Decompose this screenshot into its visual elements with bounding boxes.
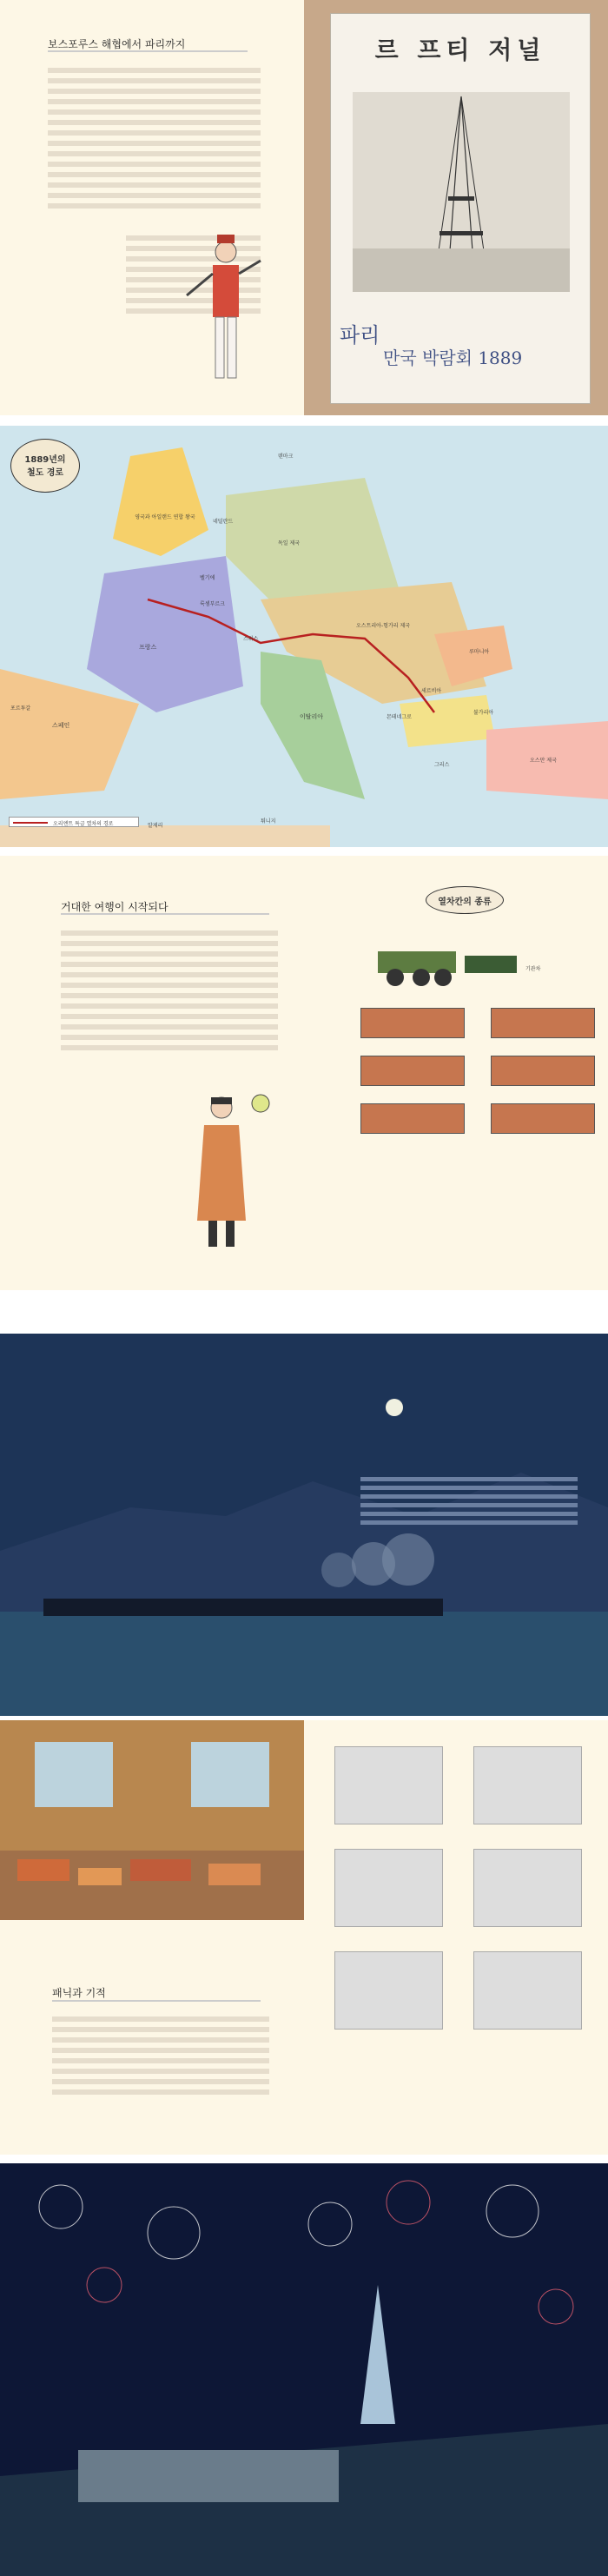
body-text [61,925,278,1056]
car-mail [491,1056,595,1086]
region-label-france: 프랑스 [139,644,157,651]
region-label-bulgaria: 불가리아 [473,710,494,716]
car-sleeper [491,1008,595,1038]
region-label-ottoman: 오스만 제국 [530,758,557,764]
region-label-belgium: 벨기에 [200,575,215,581]
story-text [360,1473,578,1529]
car-extra [491,1103,595,1134]
train-cars-grid [360,1008,595,1134]
heading-rule [61,913,269,915]
region-label-austria-hungary: 오스트리아-헝가리 제국 [356,623,411,629]
book-spread-5 [0,1720,608,2155]
book-spread-3 [0,856,608,1290]
region-label-romania: 루마니아 [469,649,490,655]
sketch-grid [334,1746,582,2030]
car-baggage [360,1056,465,1086]
map-title-badge [10,439,80,493]
section-heading-panic: 패닉과 기적 [52,1987,106,1999]
region-label-serbia: 세르비아 [421,688,442,694]
europe-map [0,426,608,847]
region-label-denmark: 덴마크 [278,454,294,460]
section-heading-journey: 거대한 여행이 시작되다 [61,901,169,913]
fireworks-painting [0,2163,608,2576]
map-title-line1: 1889년의 [24,455,66,465]
car-label-locomotive: 기관차 [525,966,541,972]
book-spread-1 [0,0,608,415]
map-title-line2: 철도 경로 [26,468,64,478]
sketch-panel-4 [473,1849,582,1927]
region-label-greece: 그리스 [434,762,450,768]
route-map-spread [0,426,608,847]
sketch-panel-5 [334,1951,443,2030]
locomotive-illustration [352,938,525,990]
legend-line [13,822,48,824]
conductor-illustration [174,226,269,400]
heading-rule [52,2000,261,2002]
train-cars-badge: 열차칸의 종류 [426,886,504,914]
body-text [52,2011,269,2100]
newspaper-title-2: 만국 박람회 1889 [383,348,523,368]
paris-fireworks-illustration [0,2163,608,2576]
legend-label: 오리엔트 특급 열차의 경로 [53,821,114,827]
region-label-luxembourg: 룩셈부르크 [200,601,225,607]
page-heading: 보스포루스 해협에서 파리까지 [48,38,186,50]
region-label-portugal: 포르투갈 [10,705,31,712]
region-label-tunisia: 튀니지 [261,818,276,824]
region-label-germany: 독일 제국 [278,540,301,546]
sketch-panel-1 [334,1746,443,1824]
night-train-painting [0,1334,608,1716]
body-text [48,63,261,214]
region-label-italy: 이탈리아 [300,713,324,720]
conductor-with-lamp [178,1082,282,1255]
region-label-netherlands: 네덜란드 [213,519,234,525]
eiffel-tower-illustration [353,92,570,292]
car-dining [360,1008,465,1038]
map-legend [9,817,139,827]
sketch-panel-3 [334,1849,443,1927]
region-label-uk: 영국과 아일랜드 연합 왕국 [135,514,195,520]
car-passenger [360,1103,465,1134]
right-page [304,0,608,415]
sketch-panel-2 [473,1746,582,1824]
region-label-algeria: 알제리 [148,823,163,829]
baggage-car-illustration [0,1720,304,1920]
newspaper-title-1: 파리 [340,323,380,348]
sketch-panel-6 [473,1951,582,2030]
heading-rule [48,50,248,52]
region-label-spain: 스페인 [52,722,70,729]
left-page [0,0,304,415]
newspaper-masthead: 르 프티 저널 [374,36,546,64]
newspaper-cover [330,13,591,404]
region-label-montenegro: 몬테네그로 [387,714,412,720]
region-label-switzerland: 스위스 [243,636,259,642]
